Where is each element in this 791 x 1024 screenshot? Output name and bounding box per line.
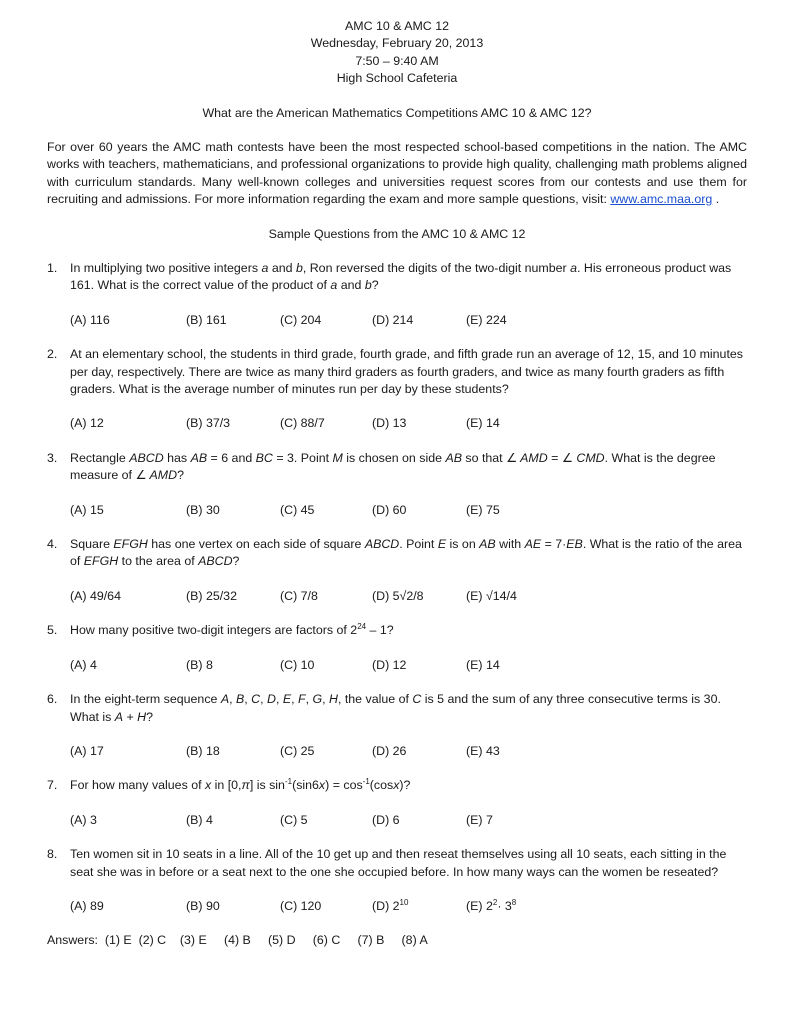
event-time: 7:50 – 9:40 AM	[355, 53, 439, 68]
question-text: Ten women sit in 10 seats in a line. All of the 10 get up and then reseat themselves using all 10 seats, each sitting in the seat she was in before or a seat next to the one she occupied before. In how many ways can the women be reseated?	[70, 847, 727, 879]
intro-paragraph	[47, 139, 747, 209]
choice-d: (D) 26	[372, 743, 407, 758]
choice-b: (B) 90	[186, 898, 220, 913]
choice-d: (D) 13	[372, 416, 407, 431]
choice-c: (C) 88/7	[280, 416, 325, 431]
question-number: 1.	[47, 261, 58, 275]
intro-text: For over 60 years the AMC math contests have been the most respected school-based competitions in the nation. The AMC works with teachers, mathematicians, and professional organizations to provide high quality, challenging math problems aligned with curriculum standards. Many well-known colleges and universities request scores from our contests and use them for recruiting and admissions. For more information regarding the exam and more sample questions, visit:	[47, 139, 747, 207]
choice-b: (B) 8	[186, 657, 213, 672]
question-text: Rectangle ABCD has AB = 6 and BC = 3. Point M is chosen on side AB so that ∠ AMD = ∠ CMD. What is the degree measure of ∠ AMD?	[70, 450, 716, 483]
event-date: Wednesday, February 20, 2013	[310, 36, 484, 51]
choice-c: (C) 120	[280, 898, 322, 913]
question-2	[47, 346, 747, 398]
question-number: 7.	[47, 778, 58, 793]
question-text: In multiplying two positive integers a and b, Ron reversed the digits of the two-digit number a. His erroneous product was 161. What is the correct value of the product of a and b?	[70, 261, 732, 293]
question-7	[47, 777, 747, 794]
choice-e: (E) 7	[466, 812, 493, 827]
choice-a: (A) 12	[70, 416, 104, 431]
answer-choices	[70, 898, 747, 915]
choice-a: (A) 89	[70, 898, 104, 913]
question-text: In the eight-term sequence A, B, C, D, E, F, G, H, the value of C is 5 and the sum of any three consecutive terms is 30. What is A + H?	[70, 692, 721, 724]
question-8	[47, 846, 747, 881]
answer-choices	[70, 415, 747, 432]
question-5	[47, 622, 747, 639]
question-3	[47, 450, 747, 485]
answer-choices	[70, 743, 747, 760]
choice-e: (E) 43	[466, 743, 500, 758]
event-header	[47, 18, 747, 88]
document-page	[47, 18, 747, 950]
question-number: 5.	[47, 623, 58, 638]
question-text: For how many values of x in [0,π] is $\sin^{-1}(\sin 6x) = \cos^{-1}(\cos x)$?	[70, 777, 411, 793]
question-text: How many positive two-digit integers are factors of $2^{24} - 1$?	[70, 622, 394, 638]
choice-d: (D) 60	[372, 502, 407, 517]
event-title: AMC 10 & AMC 12	[345, 19, 449, 33]
choice-b: (B) 161	[186, 312, 227, 327]
choice-b: (B) 37/3	[186, 416, 231, 431]
choice-e: (E) 14	[466, 657, 500, 672]
sample-questions-heading: Sample Questions from the AMC 10 & AMC 12	[268, 226, 526, 241]
intro-tail: .	[712, 192, 720, 207]
choice-d: (D) 6	[372, 812, 400, 827]
choice-d: (D) 214	[372, 312, 414, 327]
question-4	[47, 536, 747, 571]
question-number: 8.	[47, 847, 58, 862]
choice-a: (A) 49/64	[70, 588, 121, 603]
choice-c: (C) 7/8	[280, 588, 318, 603]
choice-a: (A) 4	[70, 657, 97, 672]
question-number: 6.	[47, 692, 58, 707]
choice-e: (E) 224	[466, 312, 507, 327]
question-number: 3.	[47, 450, 58, 465]
question-1	[47, 260, 747, 295]
answer-key: Answers: (1) E (2) C (3) E (4) B (5) D (6) C (7) B (8) A	[47, 933, 428, 948]
choice-e: (E) 14	[466, 416, 500, 431]
choice-a: (A) 15	[70, 502, 104, 517]
subtitle: What are the American Mathematics Competitions AMC 10 & AMC 12?	[202, 105, 592, 120]
choice-b: (B) 30	[186, 502, 220, 517]
answer-choices	[70, 502, 747, 519]
choice-b: (B) 25/32	[186, 588, 237, 603]
amc-website-link[interactable]: www.amc.maa.org	[610, 192, 713, 207]
answer-choices	[70, 812, 747, 829]
choice-c: (C) 5	[280, 812, 308, 827]
choice-d: (D) $2^{10}$	[372, 897, 409, 913]
event-location: High School Cafeteria	[336, 71, 458, 86]
question-number: 2.	[47, 347, 58, 362]
choice-c: (C) 25	[280, 743, 315, 758]
question-text: Square EFGH has one vertex on each side of square ABCD. Point E is on AB with AE = 7·EB. What is the ratio of the area of EFGH to the area of ABCD?	[70, 537, 742, 569]
question-text: At an elementary school, the students in third grade, fourth grade, and fifth grade run an average of 12, 15, and 10 minutes per day, respectively. There are twice as many third graders as fourth graders, and twice as many fourth graders as fifth graders. What is the average number of minutes run per day by these students?	[70, 347, 743, 397]
answer-choices	[70, 657, 747, 674]
choice-a: (A) 17	[70, 743, 104, 758]
choice-a: (A) 116	[70, 312, 110, 327]
choice-c: (C) 204	[280, 312, 322, 327]
question-6	[47, 691, 747, 726]
question-number: 4.	[47, 537, 58, 552]
choice-a: (A) 3	[70, 812, 97, 827]
choice-c: (C) 45	[280, 502, 315, 517]
choice-e: (E) √14/4	[466, 588, 517, 603]
choice-c: (C) 10	[280, 657, 315, 672]
choice-b: (B) 18	[186, 743, 220, 758]
choice-d: (D) 5√2/8	[372, 588, 424, 603]
choice-e: (E) $2^2\cdot 3^8$	[466, 897, 517, 913]
choice-b: (B) 4	[186, 812, 213, 827]
answer-choices	[70, 312, 747, 329]
answer-choices	[70, 588, 747, 605]
choice-d: (D) 12	[372, 657, 407, 672]
choice-e: (E) 75	[466, 502, 500, 517]
